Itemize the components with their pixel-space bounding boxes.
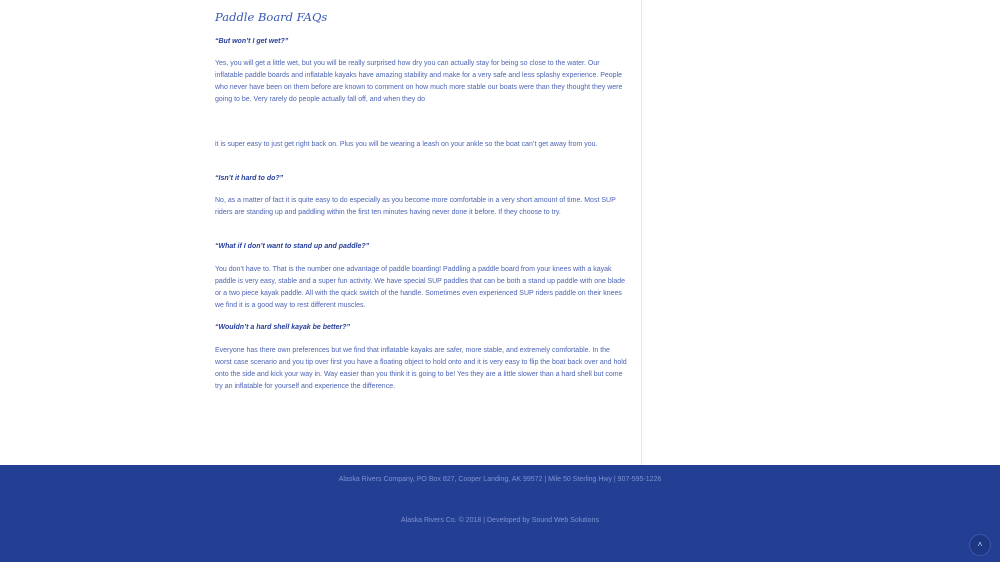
faq-answer: No, as a matter of fact it is quite easy to do especially as you become more comfortable in a very short amount of time. Most SUP riders are standing up and paddling within the first ten minutes having never done it before. If they choose to try. bbox=[215, 197, 616, 216]
page-title: Paddle Board FAQs bbox=[215, 10, 328, 24]
footer-copyright: Alaska Rivers Co. © 2018 | Developed by Sound Web Solutions bbox=[401, 517, 599, 524]
faq-answer: it is super easy to just get right back on. Plus you will be wearing a leash on your ankle so the boat can’t get away from you. bbox=[215, 141, 598, 148]
faq-question: “Wouldn’t a hard shell kayak be better?” bbox=[215, 324, 350, 331]
scroll-to-top-button[interactable] bbox=[969, 534, 991, 556]
faq-question: “What if I don’t want to stand up and paddle?” bbox=[215, 243, 370, 250]
faq-answer: Everyone has there own preferences but we find that inflatable kayaks are safer, more stable, and extremely comfortable. In the worst case scenario and you tip over first you have a floating object to hold onto and it is very easy to flip the boat back over and hold onto the side and kick your way in. Way easier than you think it is going to be! Yes they are a little slower than a hard shell but come try an inflatable for yourself and experience the difference. bbox=[215, 347, 627, 390]
site-footer bbox=[0, 465, 1000, 562]
footer-contact-info: Alaska Rivers Company, PO Box 827, Cooper Landing, AK 99572 | Mile 50 Sterling Hwy | 907-595-1226 bbox=[338, 476, 662, 483]
faq-question: “Isn’t it hard to do?” bbox=[215, 175, 284, 182]
faq-answer: Yes, you will get a little wet, but you will be really surprised how dry you can actually stay for being so close to the water. Our inflatable paddle boards and inflatable kayaks have amazing stability and make for a very safe and less splashy experience. People who never have been on them before are known to comment on how much more stable our boats were than they thought they were going to be. Very rarely do people actually fall off, and when they do bbox=[215, 60, 623, 103]
faq-answer: You don’t have to. That is the number one advantage of paddle boarding! Paddling a paddle board from your knees with a kayak paddle is very easy, stable and a super fun activity. We have special SUP paddles that can be both a stand up paddle with one blade or a two piece kayak paddle. All with the quick switch of the handle. Sometimes even experienced SUP riders paddle on their knees we find it is a good way to rest different muscles. bbox=[215, 266, 626, 309]
faq-question: “But won’t I get wet?” bbox=[215, 38, 289, 45]
chevron-up-icon: ˄ bbox=[977, 540, 983, 549]
sidebar-divider bbox=[641, 0, 642, 465]
